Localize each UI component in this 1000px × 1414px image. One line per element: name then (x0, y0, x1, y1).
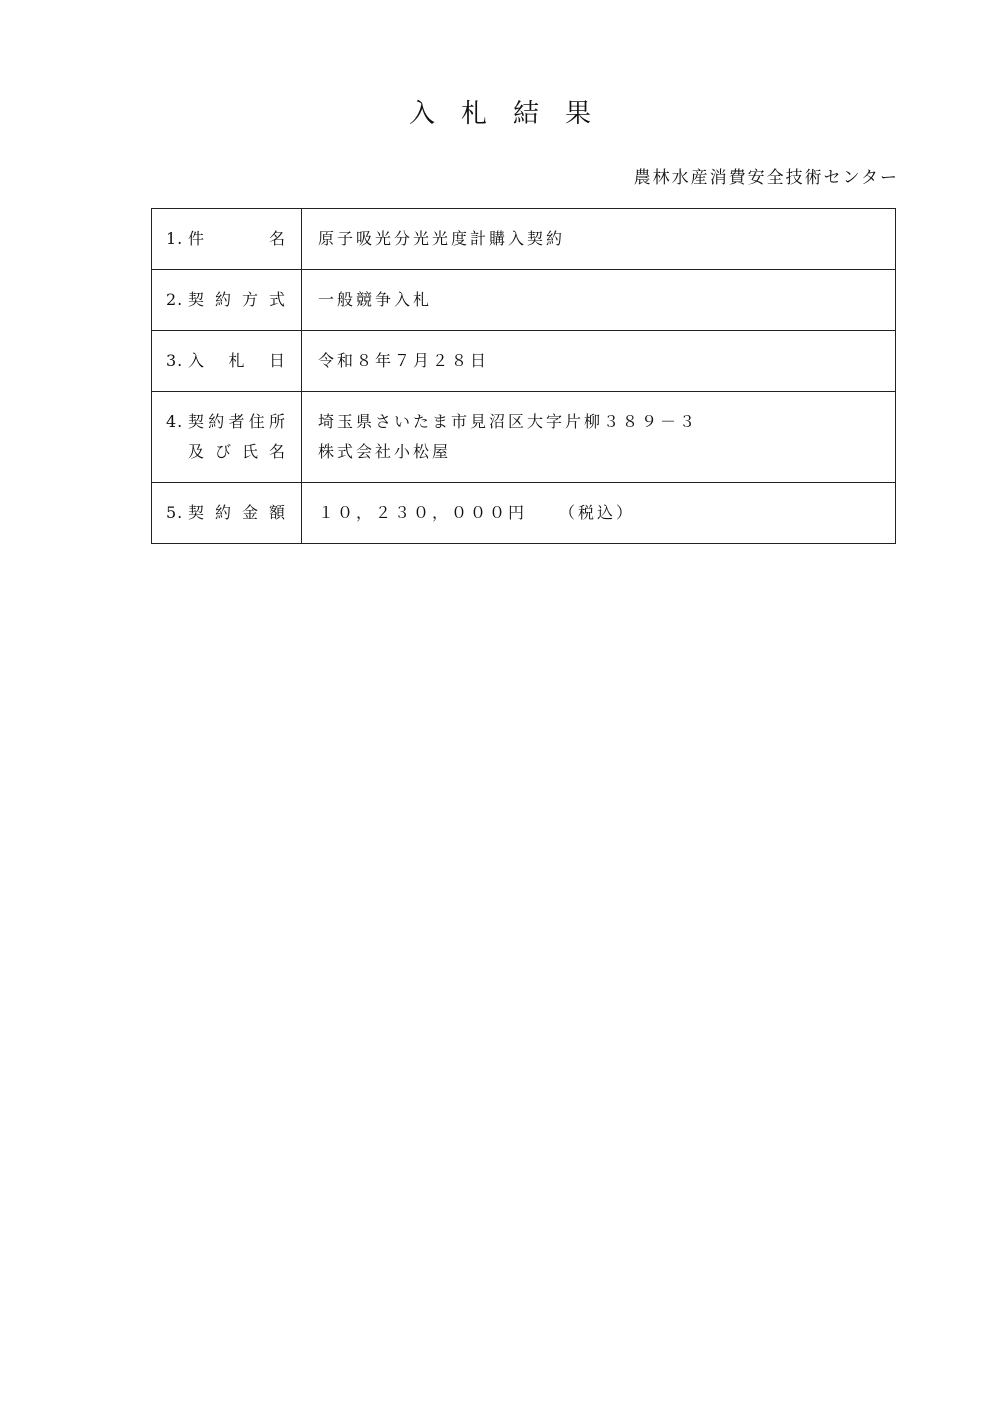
row-number: 3. (166, 351, 184, 370)
row-number: 1. (166, 229, 184, 248)
item-name-value: 原子吸光分光光度計購入契約 (302, 209, 896, 270)
label-char: 名 (268, 229, 286, 248)
row-number: 2. (166, 290, 184, 309)
label-char: 約 (214, 503, 232, 522)
table-row-contractor (152, 392, 896, 483)
table-row-item-name (152, 209, 896, 270)
result-table (151, 208, 896, 544)
label-char: 契 (188, 412, 206, 431)
label-char: 方 (241, 290, 259, 309)
contract-method-value: 一般競争入札 (302, 270, 896, 331)
label-char: 契 (188, 503, 206, 522)
contractor-address: 埼玉県さいたま市見沼区大字片柳３８９－３ (318, 412, 699, 431)
label-char: 入 (188, 351, 206, 370)
label-char: 金 (241, 503, 259, 522)
label-char: 所 (268, 412, 286, 431)
label-char: 者 (228, 412, 246, 431)
label-char: 住 (248, 412, 266, 431)
organization-name: 農林水産消費安全技術センター (633, 168, 899, 188)
label-char: 約 (214, 290, 232, 309)
label-cell (152, 270, 302, 331)
table-row-contract-method (152, 270, 896, 331)
label-char: 名 (268, 442, 286, 461)
table-row-contract-amount (152, 483, 896, 544)
label-char: 額 (268, 503, 286, 522)
tax-included-note: （税込） (559, 503, 636, 522)
label-char: 契 (188, 290, 206, 309)
label-char: 札 (228, 351, 246, 370)
label-cell (152, 331, 302, 392)
label-char: 氏 (241, 442, 259, 461)
row-number: 4. (166, 412, 184, 431)
row-number: 5. (166, 503, 184, 522)
label-char: 約 (208, 412, 226, 431)
contractor-value-cell (302, 392, 896, 483)
label-cell (152, 209, 302, 270)
contract-amount-value: １０，２３０，０００円 (318, 503, 528, 522)
label-char: び (214, 442, 232, 461)
label-cell (152, 483, 302, 544)
document-title: 入札結果 (408, 99, 617, 129)
table-row-bid-date (152, 331, 896, 392)
label-char: 式 (268, 290, 286, 309)
label-cell (152, 392, 302, 483)
contract-amount-cell (302, 483, 896, 544)
label-char: 及 (188, 442, 206, 461)
label-char: 件 (188, 229, 206, 248)
bid-date-value: 令和８年７月２８日 (302, 331, 896, 392)
label-char: 日 (268, 351, 286, 370)
contractor-name: 株式会社小松屋 (318, 442, 452, 461)
